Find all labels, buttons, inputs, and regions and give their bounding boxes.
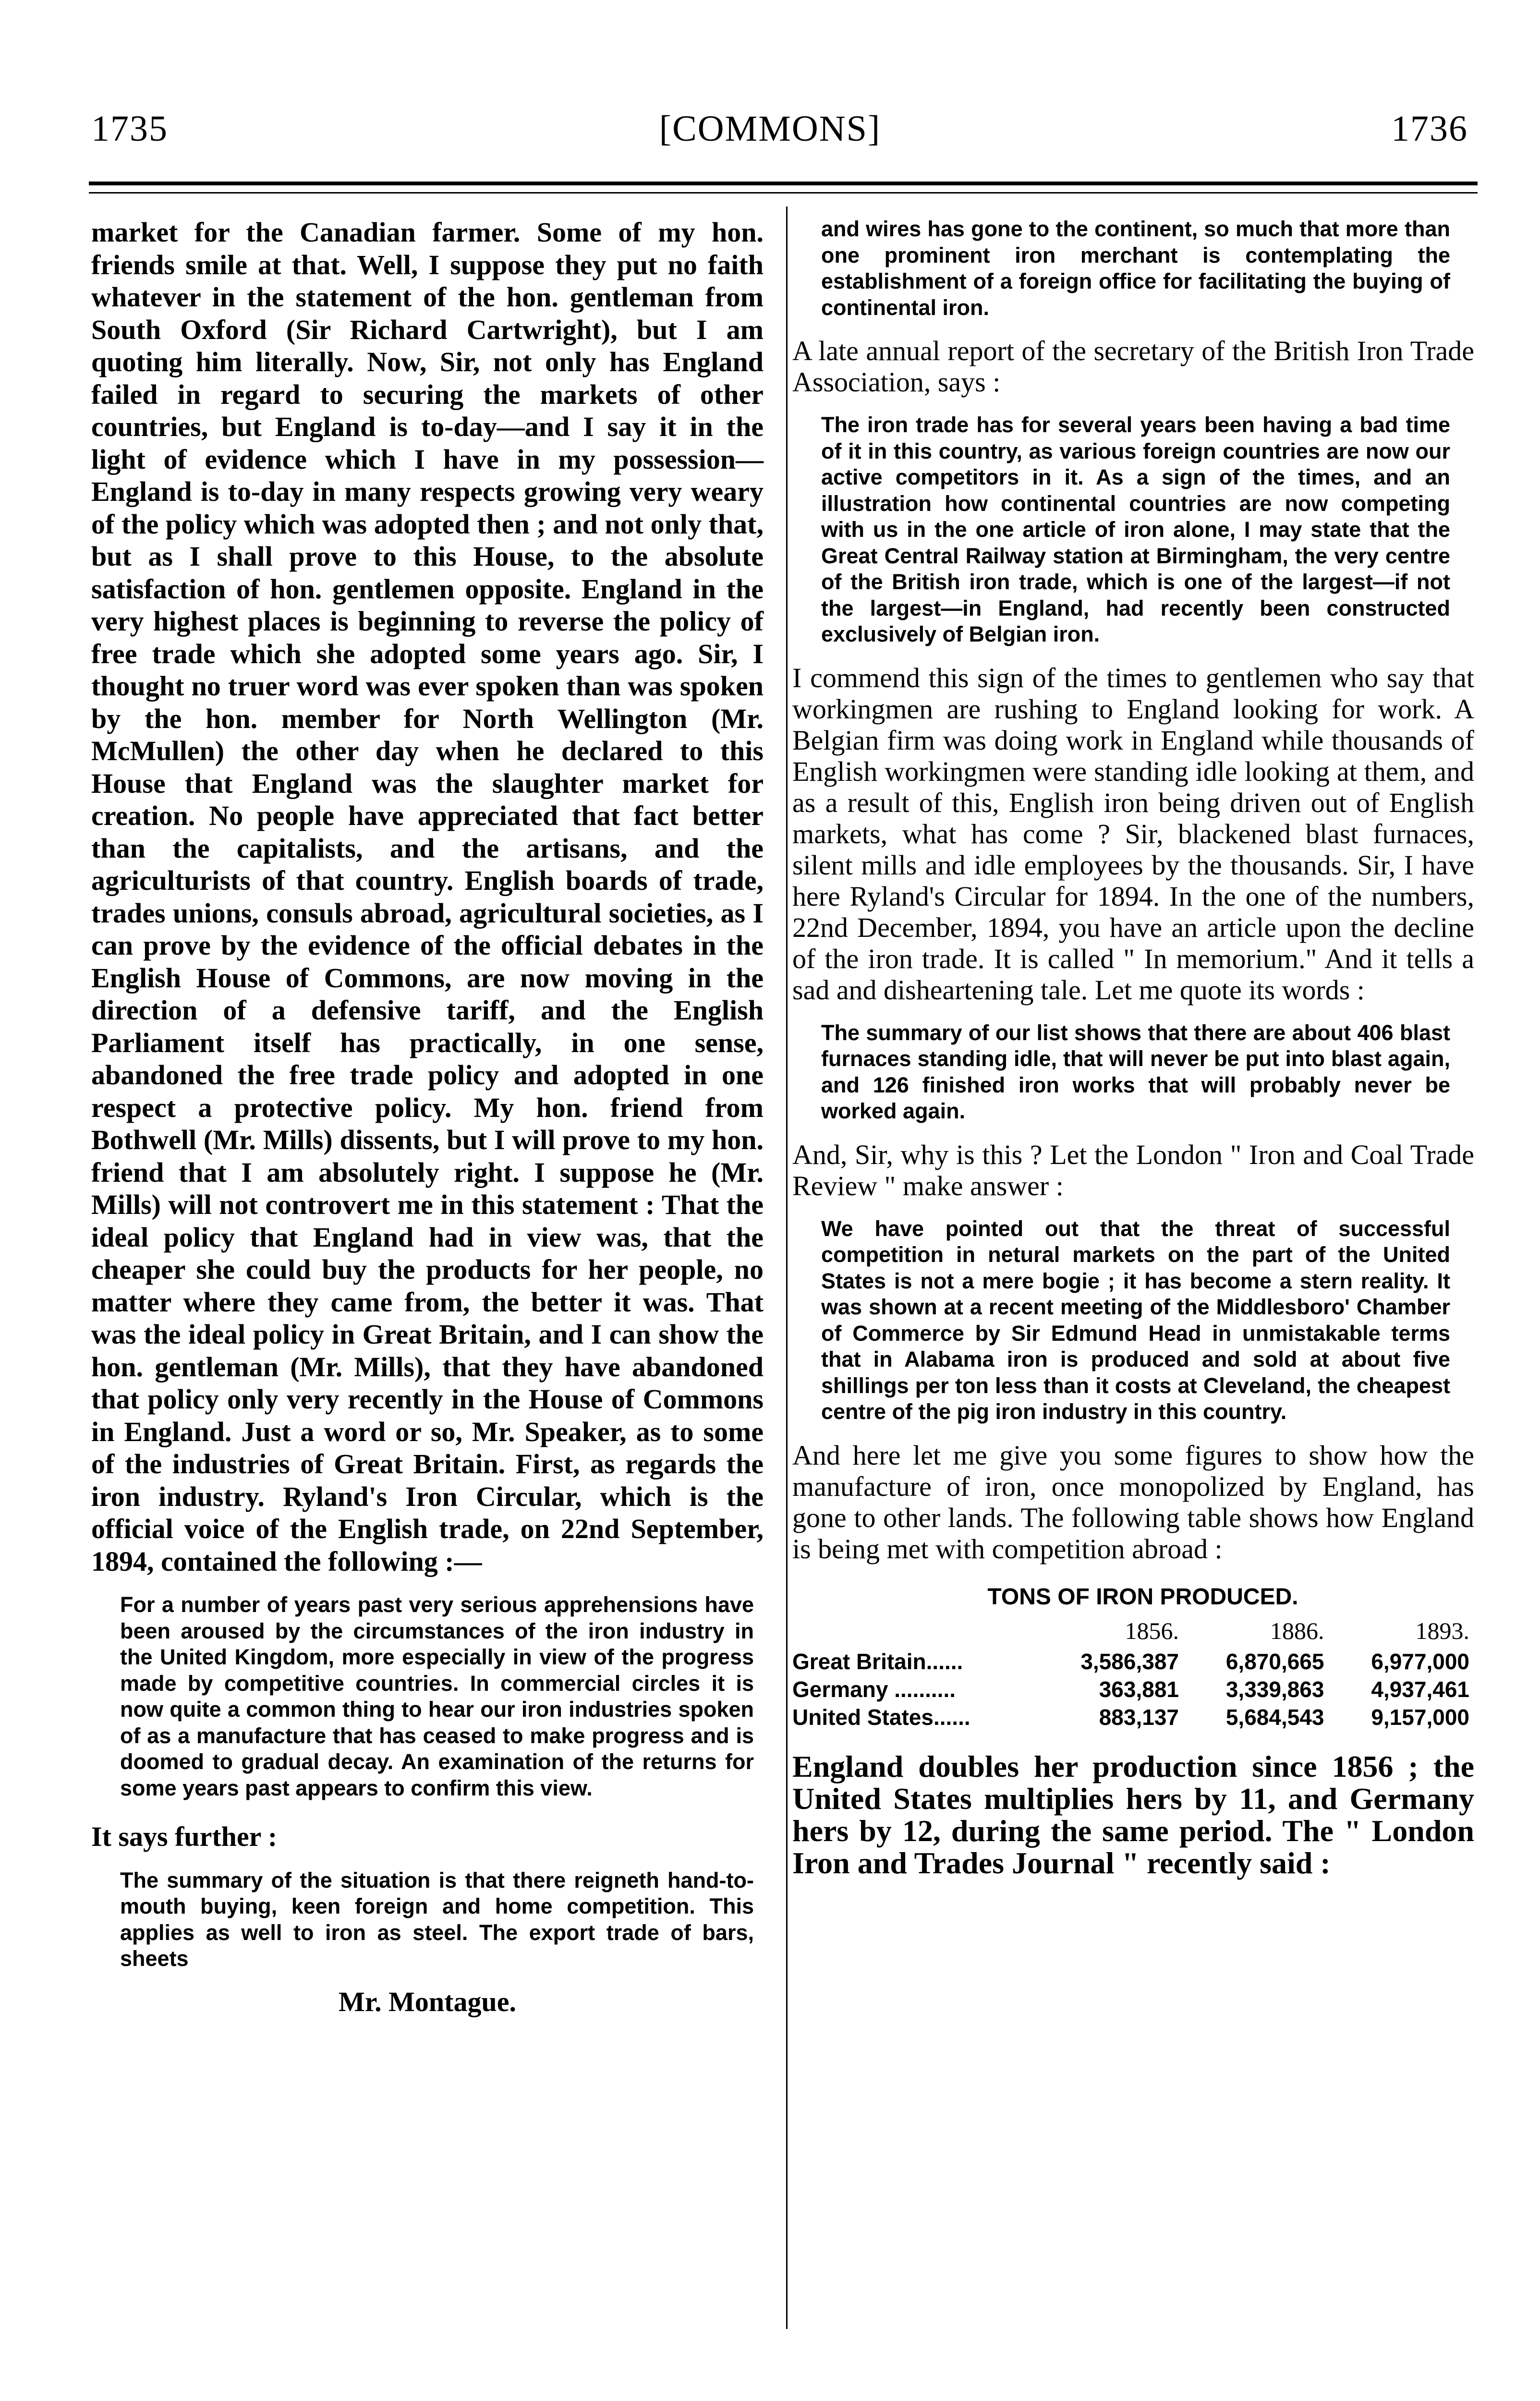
right-paragraph-b: I commend this sign of the times to gentlemen who say that workingmen are rushing to England looking for work. A Belgian firm was doing work in England while thousands of English workingmen were standing idle looking at them, and as a result of this, English iron being driven out of English markets, what has come ? Sir, blackened blast furnaces, silent mills and idle employees by the thousands. Sir, I have here Ryland's Circular for 1894. In the one of the numbers, 22nd December, 1894, you have an article upon the decline of the iron trade. It is called " In memorium." And it tells a sad and disheartening tale. Let me quote its words : [792,662,1474,1006]
left-quote-1: For a number of years past very serious apprehensions have been aroused by the circumstances of the iron industry in the United Kingdom, more especially in view of the progress made by competitive countries. In commercial circles it is now quite a common thing to hear our iron industries spoken of as a manufacture that has ceased to make progress and is doomed to gradual decay. An examination of the returns for some years past appears to confirm this view. [120,1592,754,1800]
left-paragraph-1: market for the Canadian farmer. Some of my hon. friends smile at that. Well, I suppose they put no faith whatever in the statement of the hon. gentleman from South Oxford (Sir Richard Cartwright), but I am quoting him literally. Now, Sir, not only has England failed in regard to securing the markets of other countries, but England is to-day—and I say it in the light of evidence which I have in my possession—England is to-day in many respects growing very weary of the policy which was adopted then ; and not only that, but as I shall prove to this House, to the absolute satisfaction of hon. gentlemen opposite. England in the very highest places is beginning to reverse the policy of free trade which she adopted some years ago. Sir, I thought no truer word was ever spoken than was spoken by the hon. member for North Wellington (Mr. McMullen) the other day when he declared to this House that England was the slaughter market for creation. No people have appreciated that fact better than the capitalists, and the artisans, and the agriculturists of that country. English boards of trade, trades unions, consuls abroad, agricultural societies, as I can prove by the evidence of the official debates in the English House of Commons, are now moving in the direction of a defensive tariff, and the English Parliament itself has practically, in one sense, abandoned the free trade policy and adopted in one respect a protective policy. My hon. friend from Bothwell (Mr. Mills) dissents, but I will prove to my hon. friend that I am absolutely right. I suppose he (Mr. Mills) will not controvert me in this statement : That the ideal policy that England had in view was, that the cheaper she could buy the products for her people, no matter where they came from, the better it was. That was the ideal policy in Great Britain, and I can show the hon. gentleman (Mr. Mills), that they have abandoned that policy only very recently in the House of Commons in England. Just a word or so, Mr. Speaker, as to some of the industries of Great Britain. First, as regards the iron industry. Ryland's Iron Circular, which is the official voice of the English trade, on 22nd September, 1894, contained the following :— [91,217,764,1577]
iron-production-table [792,1617,1474,1731]
table-cell-country: Great Britain...... [792,1649,963,1674]
table-header-year: 1886. [1270,1617,1324,1644]
table-cell-value: 5,684,543 [1225,1704,1324,1730]
right-paragraph-e: England doubles her production since 1856 ; the United States multiplies hers by 11, and Germany hers by 12, during the same period. The " London Iron and Trades Journal " recently said : [792,1749,1474,1880]
left-quote-2: The summary of the situation is that there reigneth hand-to-mouth buying, keen foreign and home competition. This applies as well to iron as steel. The export trade of bars, sheets [120,1867,754,1971]
table-cell-value: 883,137 [1099,1704,1179,1730]
table-row [792,1703,1474,1731]
iron-table-title: TONS OF IRON PRODUCED. [987,1584,1298,1610]
table-cell-value: 3,586,387 [1080,1649,1179,1674]
table-header-row [792,1617,1474,1648]
right-page-number: 1736 [1391,109,1468,149]
table-cell-value: 6,870,665 [1225,1649,1324,1674]
left-column [91,216,764,2018]
right-quote-5: We have pointed out that the threat of successful competition in netural markets on the part of the United States is not a mere bogie ; it has become a stern reality. It was shown at a recent meeting of the Middlesboro' Chamber of Commerce by Sir Edmund Head in unmistakable terms that in Alabama iron is produced and sold at about five shillings per ton less than it costs at Cleveland, the cheapest centre of the pig iron industry in this country. [821,1216,1450,1424]
header-rule-thin [89,192,1478,194]
table-cell-value: 4,937,461 [1371,1676,1469,1702]
right-column [792,216,1474,1879]
table-cell-value: 3,339,863 [1225,1676,1324,1702]
speaker-signature: Mr. Montague. [339,1986,516,2017]
page-header-title: [COMMONS] [659,109,881,149]
table-cell-value: 363,881 [1099,1676,1179,1702]
table-cell-value: 6,977,000 [1371,1649,1469,1674]
right-quote-continued: and wires has gone to the continent, so much that more than one prominent iron merchant is contemplating the establishment of a foreign office for facilitating the buying of continental iron. [821,217,1450,320]
column-divider [786,206,788,2329]
left-lead-2: It says further : [91,1821,278,1852]
table-header-year: 1856. [1125,1617,1179,1644]
table-cell-country: United States...... [792,1704,970,1730]
right-paragraph-c: And, Sir, why is this ? Let the London " Iron and Coal Trade Review " make answer : [792,1139,1474,1201]
right-quote-3: The iron trade has for several years been having a bad time of it in this country, as various foreign countries are now our active competitors in it. As a sign of the times, and an illustration how continental countries are now competing with us in the one article of iron alone, I may state that the Great Central Railway station at Birmingham, the very centre of the British iron trade, which is one of the largest—if not the largest—in England, had recently been constructed exclusively of Belgian iron. [821,412,1450,646]
table-row [792,1648,1474,1675]
header-rule-thick [89,182,1478,185]
right-quote-4: The summary of our list shows that there are about 406 blast furnaces standing idle, that will never be put into blast again, and 126 finished iron works that will probably never be worked again. [821,1020,1450,1123]
table-header-country [792,1617,1039,1648]
left-page-number: 1735 [91,109,168,149]
right-paragraph-a: A late annual report of the secretary of the British Iron Trade Association, says : [792,335,1474,398]
table-cell-value: 9,157,000 [1371,1704,1469,1730]
table-cell-country: Germany .......... [792,1676,956,1702]
right-paragraph-d: And here let me give you some figures to show how the manufacture of iron, once monopolized by England, has gone to other lands. The following table shows how England is being met with competition abroad : [792,1439,1474,1564]
table-header-year: 1893. [1415,1617,1469,1644]
table-row [792,1675,1474,1703]
